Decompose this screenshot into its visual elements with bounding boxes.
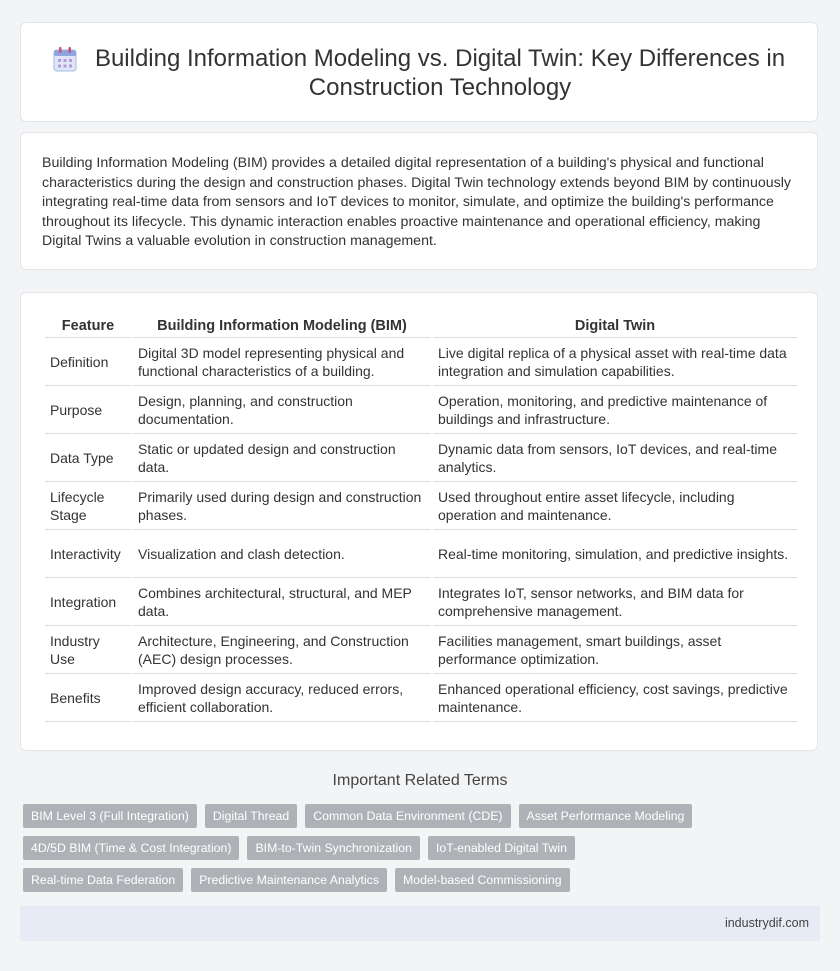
table-row: [45, 578, 797, 626]
bim-cell: Improved design accuracy, reduced errors, efficient collaboration.: [133, 674, 431, 722]
related-term-tag[interactable]: Digital Thread: [205, 804, 297, 828]
header-feature: Feature: [45, 315, 131, 338]
table-header-row: [45, 315, 797, 338]
feature-cell: Definition: [45, 338, 131, 386]
twin-cell: Integrates IoT, sensor networks, and BIM data for comprehensive management.: [433, 578, 797, 626]
feature-cell: Benefits: [45, 674, 131, 722]
twin-cell: Real-time monitoring, simulation, and predictive insights.: [433, 530, 797, 578]
related-terms-title: Important Related Terms: [332, 772, 508, 789]
feature-cell: Interactivity: [45, 530, 131, 578]
feature-cell: Integration: [45, 578, 131, 626]
footer-site-link[interactable]: industrydif.com: [724, 916, 809, 930]
table-row: [45, 626, 797, 674]
title-card: [20, 22, 818, 122]
feature-cell: Purpose: [45, 386, 131, 434]
related-term-tag[interactable]: IoT-enabled Digital Twin: [428, 836, 575, 860]
feature-cell: Data Type: [45, 434, 131, 482]
related-term-tag[interactable]: Predictive Maintenance Analytics: [191, 868, 387, 892]
comparison-card: [20, 292, 818, 751]
twin-cell: Facilities management, smart buildings, asset performance optimization.: [433, 626, 797, 674]
table-row: [45, 530, 797, 578]
header-bim: Building Information Modeling (BIM): [133, 315, 431, 338]
related-term-tag[interactable]: 4D/5D BIM (Time & Cost Integration): [23, 836, 239, 860]
table-row: [45, 434, 797, 482]
twin-cell: Dynamic data from sensors, IoT devices, and real-time analytics.: [433, 434, 797, 482]
related-term-tag[interactable]: BIM Level 3 (Full Integration): [23, 804, 197, 828]
table-row: [45, 482, 797, 530]
comparison-table: [43, 315, 799, 722]
table-row: [45, 674, 797, 722]
related-term-tag[interactable]: Common Data Environment (CDE): [305, 804, 510, 828]
bim-cell: Visualization and clash detection.: [133, 530, 431, 578]
related-term-tag[interactable]: Model-based Commissioning: [395, 868, 570, 892]
bim-cell: Digital 3D model representing physical and functional characteristics of a building.: [133, 338, 431, 386]
bim-cell: Combines architectural, structural, and MEP data.: [133, 578, 431, 626]
bim-cell: Architecture, Engineering, and Construction (AEC) design processes.: [133, 626, 431, 674]
related-term-tag[interactable]: Asset Performance Modeling: [519, 804, 693, 828]
related-term-tag[interactable]: BIM-to-Twin Synchronization: [247, 836, 420, 860]
page-title: Building Information Modeling vs. Digital Twin: Key Differences in Construction Technology: [94, 45, 786, 101]
table-row: [45, 338, 797, 386]
twin-cell: Enhanced operational efficiency, cost savings, predictive maintenance.: [433, 674, 797, 722]
twin-cell: Used throughout entire asset lifecycle, including operation and maintenance.: [433, 482, 797, 530]
bim-cell: Primarily used during design and construction phases.: [133, 482, 431, 530]
footer: [20, 906, 820, 941]
feature-cell: Lifecycle Stage: [45, 482, 131, 530]
feature-cell: Industry Use: [45, 626, 131, 674]
twin-cell: Live digital replica of a physical asset with real-time data integration and simulation capabilities.: [433, 338, 797, 386]
related-terms-list: [23, 804, 743, 892]
bim-cell: Static or updated design and construction data.: [133, 434, 431, 482]
calendar-icon: [51, 45, 81, 75]
table-row: [45, 386, 797, 434]
intro-paragraph: Building Information Modeling (BIM) provides a detailed digital representation of a building's physical and functional characteristics during the design and construction phases. Digital Twin technology extends beyond BIM by continuously integrating real-time data from sensors and IoT devices to monitor, simulate, and optimize the building's performance throughout its lifecycle. This dynamic interaction enables proactive maintenance and operational efficiency, making Digital Twins a valuable evolution in construction management.: [42, 155, 791, 249]
twin-cell: Operation, monitoring, and predictive maintenance of buildings and infrastructure.: [433, 386, 797, 434]
header-digital-twin: Digital Twin: [433, 315, 797, 338]
related-term-tag[interactable]: Real-time Data Federation: [23, 868, 183, 892]
bim-cell: Design, planning, and construction documentation.: [133, 386, 431, 434]
intro-card: [20, 132, 818, 270]
